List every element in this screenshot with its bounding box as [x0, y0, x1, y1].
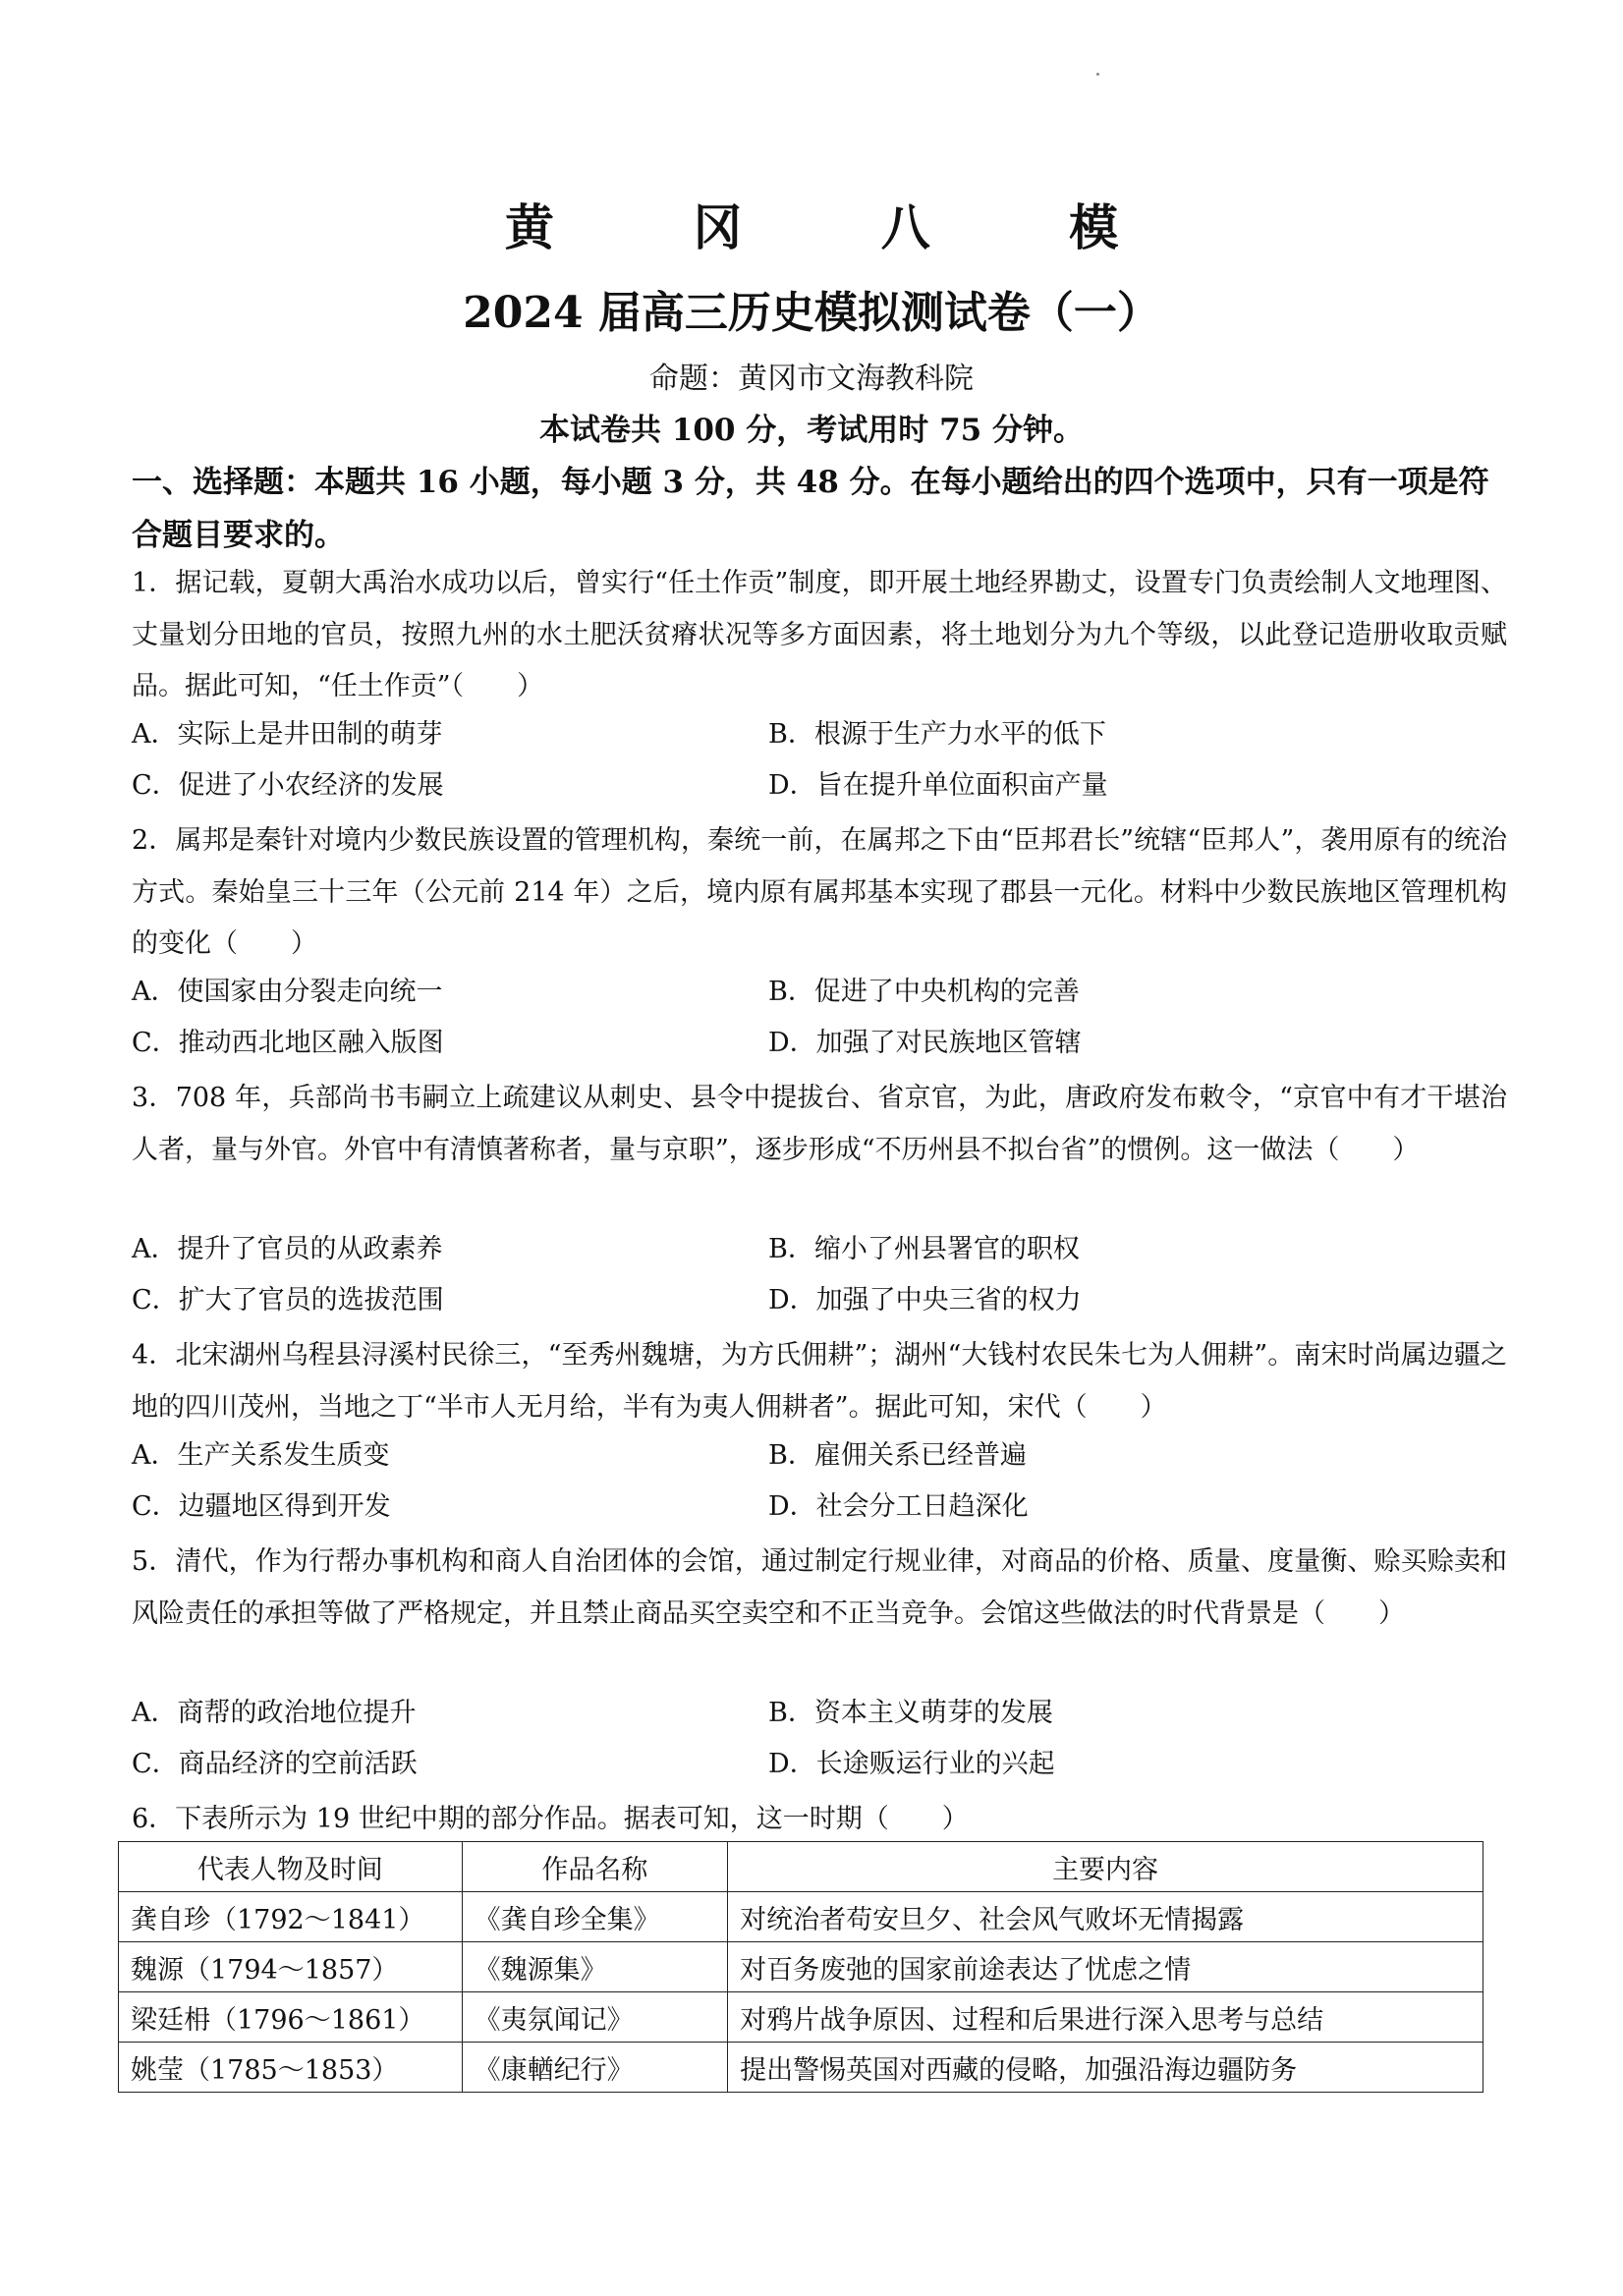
question-5-stem: 5．清代，作为行帮办事机构和商人自治团体的会馆，通过制定行规业律，对商品的价格、质量、度量衡、赊买赊卖和风险责任的承担等做了严格规定，并且禁止商品买空卖空和不正当竞争。会馆这些做法的时代背景是（ ） [132, 1546, 1507, 1629]
question-4-option-a[interactable]: A．生产关系发生质变 [132, 1440, 390, 1471]
table-header-row [119, 1842, 1483, 1892]
question-1-option-b[interactable]: B．根源于生产力水平的低下 [768, 719, 1106, 750]
table-row [119, 2043, 1483, 2093]
table-row [119, 1992, 1483, 2043]
exam-subtitle: 2024 届高三历史模拟测试卷（一） [463, 288, 1160, 338]
table-cell-work: 《魏源集》 [462, 1942, 728, 1992]
question-1-option-d[interactable]: D．旨在提升单位面积亩产量 [768, 770, 1108, 801]
table-cell-person: 魏源（1794～1857） [119, 1942, 463, 1992]
question-2-option-d[interactable]: D．加强了对民族地区管辖 [768, 1028, 1082, 1058]
table-row [119, 1892, 1483, 1942]
question-1-option-c[interactable]: C．促进了小农经济的发展 [132, 770, 444, 801]
question-2-option-a[interactable]: A．使国家由分裂走向统一 [132, 977, 443, 1007]
table-cell-content: 对百务废弛的国家前途表达了忧虑之情 [728, 1942, 1483, 1992]
table-cell-person: 姚莹（1785～1853） [119, 2043, 463, 2093]
question-1-stem: 1．据记载，夏朝大禹治水成功以后，曾实行“任土作贡”制度，即开展土地经界勘丈，设置专门负责绘制人文地理图、丈量划分田地的官员，按照九州的水土肥沃贫瘠状况等多方面因素，将土地划分为九个等级，以此登记造册收取贡赋品。据此可知，“任土作贡”（ ） [132, 568, 1507, 701]
question-5-option-a[interactable]: A．商帮的政治地位提升 [132, 1698, 417, 1728]
question-3-option-b[interactable]: B．缩小了州县署官的职权 [768, 1234, 1080, 1264]
table-header-content: 主要内容 [728, 1842, 1483, 1892]
question-4-option-d[interactable]: D．社会分工日趋深化 [768, 1491, 1029, 1522]
table-row [119, 1942, 1483, 1992]
table-cell-person: 梁廷枏（1796～1861） [119, 1992, 463, 2043]
scan-speck [1096, 73, 1099, 76]
question-6-stem: 6．下表所示为 19 世纪中期的部分作品。据表可知，这一时期（ ） [132, 1804, 969, 1834]
table-cell-content: 对鸦片战争原因、过程和后果进行深入思考与总结 [728, 1992, 1483, 2043]
question-2-option-c[interactable]: C．推动西北地区融入版图 [132, 1028, 444, 1058]
question-4-stem: 4．北宋湖州乌程县浔溪村民徐三，“至秀州魏塘，为方氏佣耕”；湖州“大钱村农民朱七为人佣耕”。南宋时尚属边疆之地的四川茂州，当地之丁“半市人无月给，半有为夷人佣耕者”。据此可知，宋代（ ） [132, 1340, 1507, 1423]
works-table [118, 1841, 1483, 2093]
question-2-option-b[interactable]: B．促进了中央机构的完善 [768, 977, 1080, 1007]
question-3-stem: 3．708 年，兵部尚书韦嗣立上疏建议从刺史、县令中提拔台、省京官，为此，唐政府发布敕令，“京官中有才干堪治人者，量与外官。外官中有清慎著称者，量与京职”，逐步形成“不历州县不拟台省”的惯例。这一做法（ ） [132, 1083, 1507, 1165]
question-1-option-a[interactable]: A．实际上是井田制的萌芽 [132, 719, 443, 750]
question-5-option-b[interactable]: B．资本主义萌芽的发展 [768, 1698, 1053, 1728]
section-heading: 一、选择题：本题共 16 小题，每小题 3 分，共 48 分。在每小题给出的四个选项中，只有一项是符合题目要求的。 [132, 465, 1489, 553]
question-3-option-a[interactable]: A．提升了官员的从政素养 [132, 1234, 443, 1264]
table-cell-person: 龚自珍（1792～1841） [119, 1892, 463, 1942]
table-cell-content: 提出警惕英国对西藏的侵略，加强沿海边疆防务 [728, 2043, 1483, 2093]
question-4-option-c[interactable]: C．边疆地区得到开发 [132, 1491, 391, 1522]
question-2-stem: 2．属邦是秦针对境内少数民族设置的管理机构，秦统一前，在属邦之下由“臣邦君长”统辖“臣邦人”，袭用原有的统治方式。秦始皇三十三年（公元前 214 年）之后，境内原有属邦基本实现了郡县一元化。材料中少数民族地区管理机构的变化（ ） [132, 825, 1507, 959]
table-header-work: 作品名称 [462, 1842, 728, 1892]
exam-author: 命题：黄冈市文海教科院 [649, 362, 974, 396]
question-3-option-c[interactable]: C．扩大了官员的选拔范围 [132, 1285, 444, 1316]
table-cell-work: 《龚自珍全集》 [462, 1892, 728, 1942]
question-5-option-d[interactable]: D．长途贩运行业的兴起 [768, 1749, 1055, 1779]
table-cell-work: 《夷氛闻记》 [462, 1992, 728, 2043]
question-5-option-c[interactable]: C．商品经济的空前活跃 [132, 1749, 418, 1779]
exam-info: 本试卷共 100 分，考试用时 75 分钟。 [538, 413, 1085, 448]
exam-title: 黄 冈 八 模 [504, 198, 1180, 256]
question-4-option-b[interactable]: B．雇佣关系已经普遍 [768, 1440, 1027, 1471]
question-3-option-d[interactable]: D．加强了中央三省的权力 [768, 1285, 1082, 1316]
table-header-person: 代表人物及时间 [119, 1842, 463, 1892]
table-cell-work: 《康輶纪行》 [462, 2043, 728, 2093]
table-cell-content: 对统治者苟安旦夕、社会风气败坏无情揭露 [728, 1892, 1483, 1942]
